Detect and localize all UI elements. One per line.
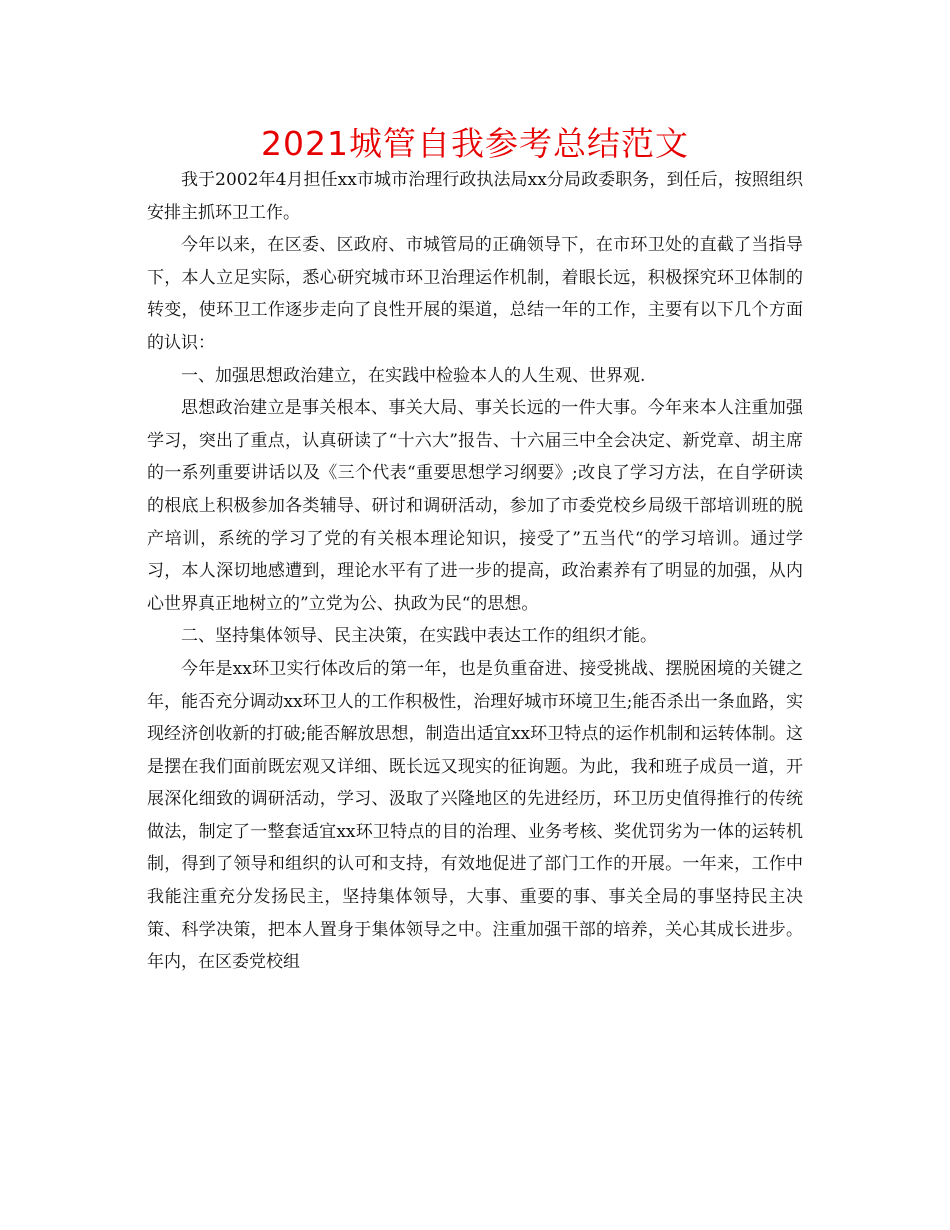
heading-section-one: 一、加强思想政治建立，在实践中检验本人的人生观、世界观. [181, 365, 646, 386]
paragraph-collective-leadership: 今年是xx环卫实行体改后的第一年，也是负重奋进、接受挑战、摆脱困境的关键之年，能否充分调动xx环卫人的工作积极性，治理好城市环境卫生;能否杀出一条血路，实现经济创收新的打破;能否解放思想，制造出适宜xx环卫特点的运作机制和运转体制。这是摆在我们面前既宏观又详细、既长远又现实的征询题。为此，我和班子成员一道，开展深化细致的调研活动，学习、汲取了兴隆地区的先进经历，环卫历史值得推行的传统做法，制定了一整套适宜xx环卫特点的目的治理、业务考核、奖优罚劣为一体的运转机制，得到了领导和组织的认可和支持，有效地促进了部门工作的开展。一年来，工作中我能注重充分发扬民主，坚持集体领导，大事、重要的事、事关全局的事坚持民主决策、科学决策，把本人置身于集体领导之中。注重加强干部的培养，关心其成长进步。年内，在区委党校组 [147, 658, 803, 973]
paragraph-political-study: 思想政治建立是事关根本、事关大局、事关长远的一件大事。今年来本人注重加强学习，突出了重点，认真研读了“十六大”报告、十六届三中全会决定、新党章、胡主席的一系列重要讲话以及《三个代表“重要思想学习纲要》;改良了学习方法，在自学研读的根底上积极参加各类辅导、研讨和调研活动，参加了市委党校乡局级干部培训班的脱产培训，系统的学习了党的有关根本理论知识，接受了”五当代“的学习培训。通过学习，本人深切地感遭到，理论水平有了进一步的提高，政治素养有了明显的加强，从内心世界真正地树立的”立党为公、执政为民“的思想。 [147, 398, 803, 614]
document-title: 2021城管自我参考总结范文 [261, 124, 689, 163]
paragraph-overview: 今年以来，在区委、区政府、市城管局的正确领导下，在市环卫处的直截了当指导下，本人立足实际，悉心研究城市环卫治理运作机制，着眼长远，积极探究环卫体制的转变，使环卫工作逐步走向了良性开展的渠道，总结一年的工作，主要有以下几个方面的认识： [147, 235, 803, 353]
paragraph-appointment: 我于2002年4月担任xx市城市治理行政执法局xx分局政委职务，到任后，按照组织安排主抓环卫工作。 [147, 170, 803, 223]
document-body [147, 164, 803, 979]
heading-section-two: 二、坚持集体领导、民主决策，在实践中表达工作的组织才能。 [181, 626, 657, 647]
